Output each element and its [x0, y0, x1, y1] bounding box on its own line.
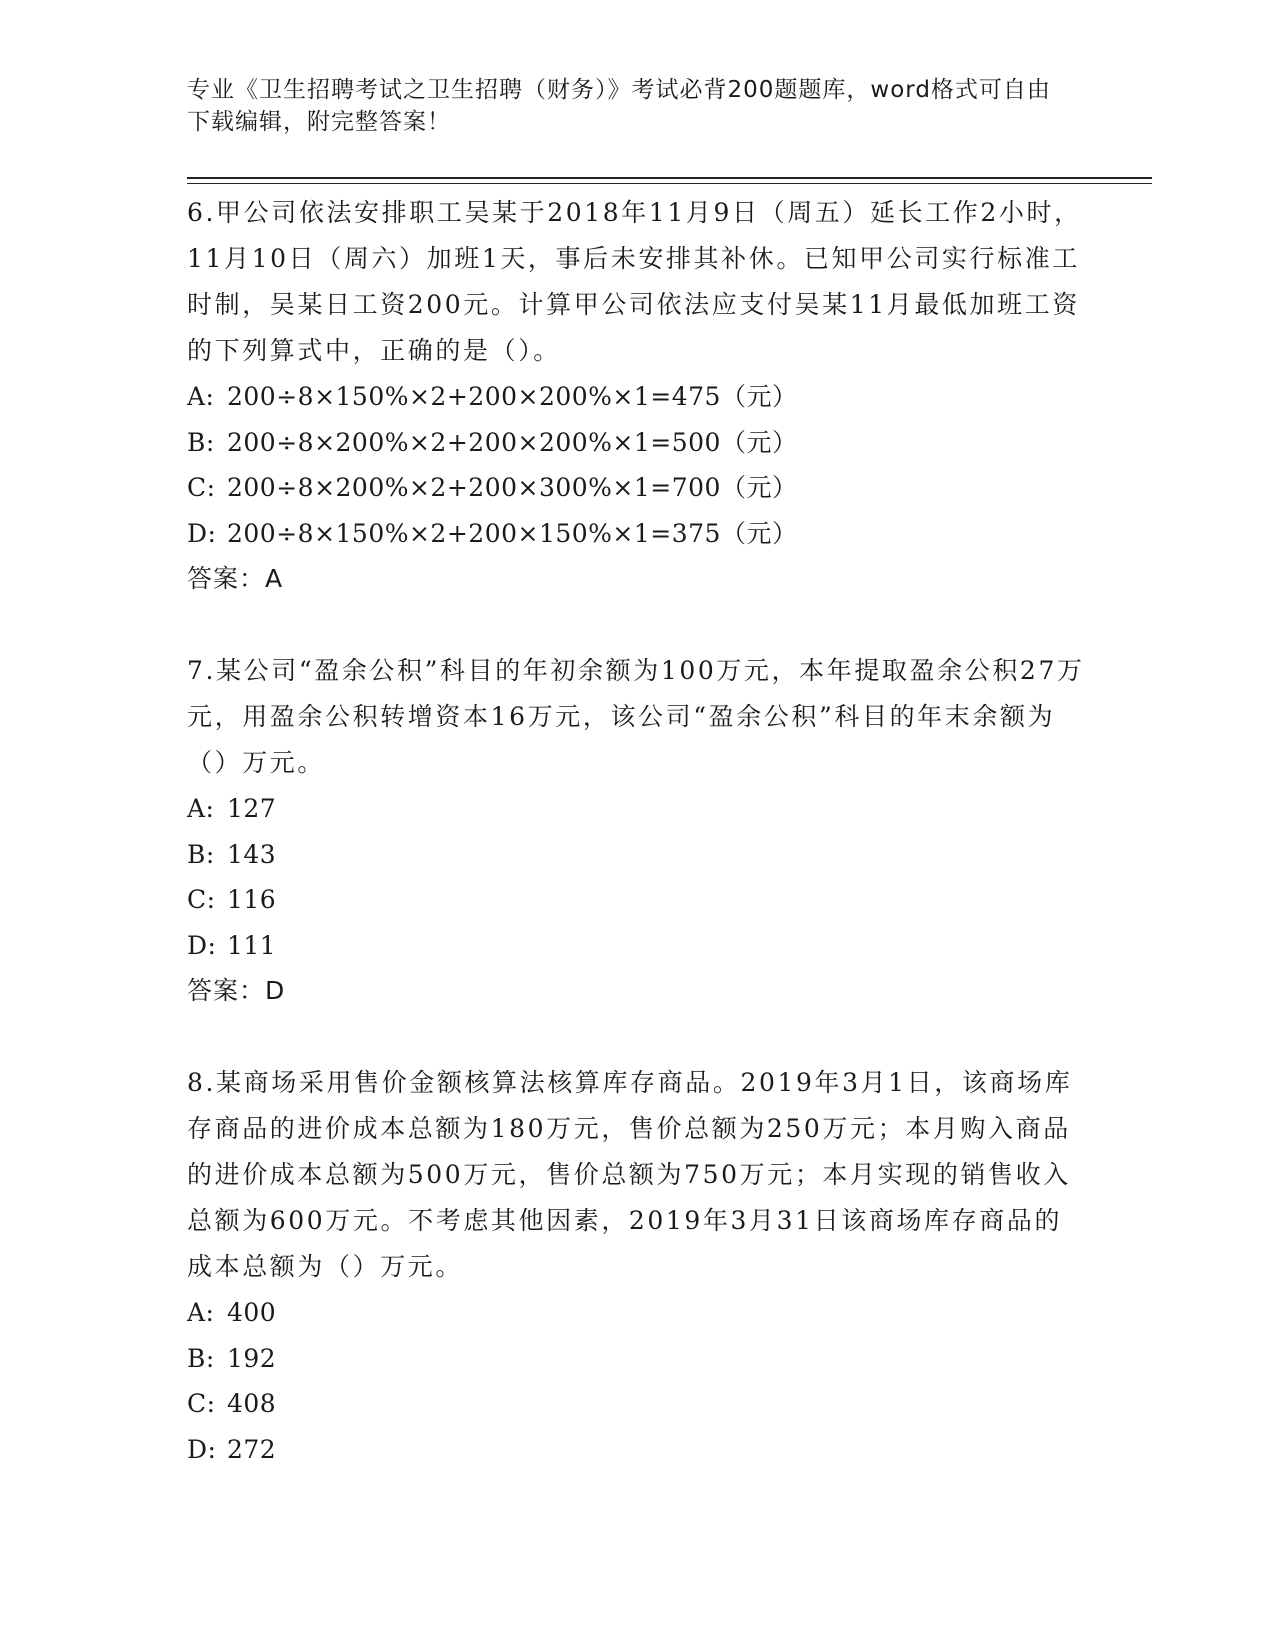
- option-letter: D:: [187, 518, 217, 548]
- option-text: 116: [227, 885, 277, 914]
- option-letter: A:: [187, 382, 215, 411]
- option-letter: B:: [187, 839, 215, 869]
- answer-line: 答案：A: [187, 564, 284, 593]
- document-header: 专业《卫生招聘考试之卫生招聘（财务）》考试必背200题题库，word格式可自由下载编辑，附完整答案！: [187, 77, 1051, 135]
- option-letter: D:: [187, 930, 217, 960]
- option-text: 200÷8×150%×2+200×150%×1=375（元）: [227, 518, 798, 548]
- option-text: 111: [227, 930, 277, 960]
- option-c: [187, 877, 1087, 923]
- option-a: [187, 1290, 1087, 1336]
- header-rule-thin: [187, 183, 1152, 184]
- option-text: 400: [227, 1298, 277, 1327]
- option-text: 200÷8×200%×2+200×300%×1=700（元）: [227, 473, 798, 502]
- answer-line: 答案：D: [187, 976, 286, 1005]
- option-text: 200÷8×150%×2+200×200%×1=475（元）: [227, 382, 798, 411]
- option-b: [187, 832, 1087, 878]
- question-text: 7.某公司“盈余公积”科目的年初余额为100万元，本年提取盈余公积27万元，用盈余公积转增资本16万元，该公司“盈余公积”科目的年末余额为（）万元。: [187, 656, 1085, 777]
- option-letter: C:: [187, 473, 216, 502]
- question-6: [187, 190, 1087, 602]
- option-letter: A:: [187, 794, 215, 823]
- option-letter: B:: [187, 427, 215, 457]
- option-a: [187, 786, 1087, 832]
- question-text: 8.某商场采用售价金额核算法核算库存商品。2019年3月1日，该商场库存商品的进价成本总额为180万元，售价总额为250万元；本月购入商品的进价成本总额为500万元，售价总额为750万元；本月实现的销售收入总额为600万元。不考虑其他因素，2019年3月31日该商场库存商品的成本总额为（）万元。: [187, 1068, 1073, 1281]
- option-a: [187, 374, 1087, 420]
- option-text: 127: [227, 794, 277, 823]
- option-b: [187, 420, 1087, 466]
- option-c: [187, 1381, 1087, 1427]
- option-text: 272: [227, 1434, 277, 1464]
- option-letter: C:: [187, 885, 216, 914]
- question-7: [187, 648, 1087, 1014]
- question-list: [187, 190, 1087, 1518]
- option-d: [187, 511, 1087, 557]
- question-text: 6.甲公司依法安排职工吴某于2018年11月9日（周五）延长工作2小时，11月10日（周六）加班1天，事后未安排其补休。已知甲公司实行标准工时制，吴某日工资200元。计算甲公司依法应支付吴某11月最低加班工资的下列算式中，正确的是（）。: [187, 198, 1082, 365]
- option-letter: D:: [187, 1434, 217, 1464]
- option-text: 408: [227, 1389, 277, 1418]
- option-letter: B:: [187, 1343, 215, 1373]
- option-text: 143: [227, 839, 277, 869]
- option-letter: C:: [187, 1389, 216, 1418]
- option-letter: A:: [187, 1298, 215, 1327]
- option-c: [187, 465, 1087, 511]
- header-rule-thick: [187, 177, 1152, 179]
- option-text: 200÷8×200%×2+200×200%×1=500（元）: [227, 427, 798, 457]
- option-d: [187, 1427, 1087, 1473]
- option-text: 192: [227, 1343, 277, 1373]
- option-d: [187, 923, 1087, 969]
- option-b: [187, 1336, 1087, 1382]
- question-8: [187, 1060, 1087, 1472]
